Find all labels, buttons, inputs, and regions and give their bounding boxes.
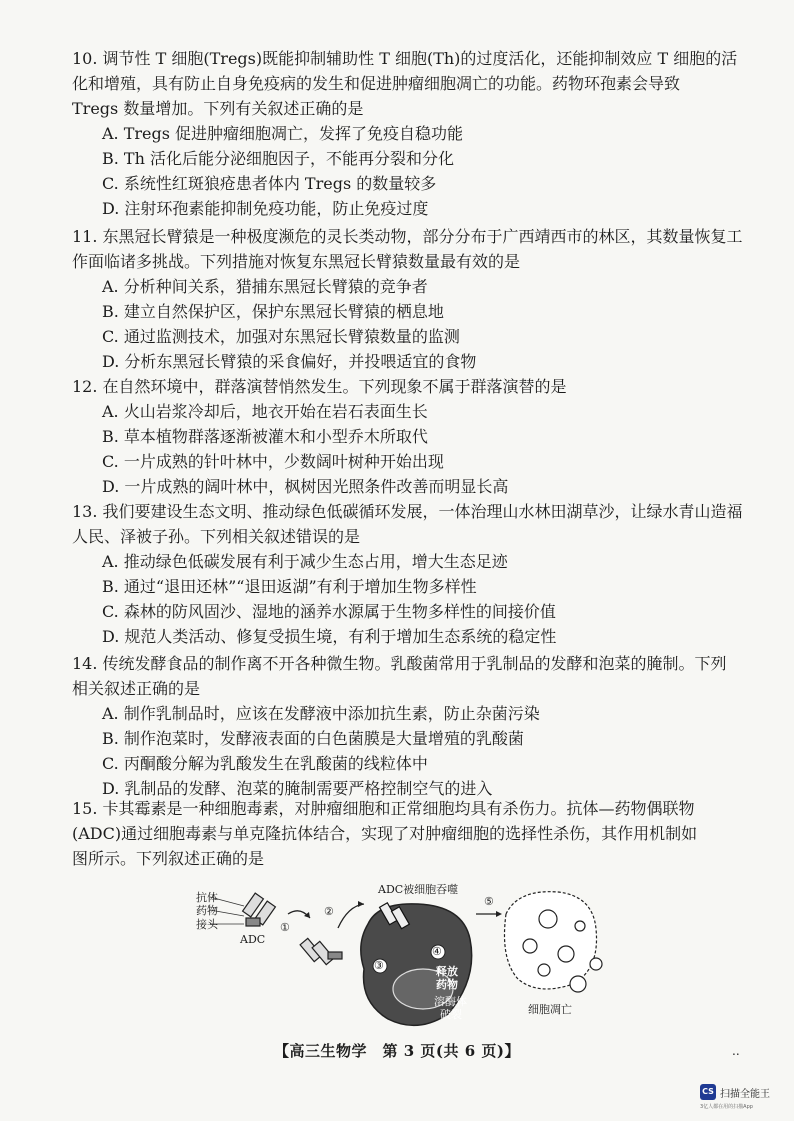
- question-stem: [72, 499, 750, 549]
- question-stem: [72, 651, 750, 701]
- label-release-2: 药物: [436, 978, 458, 991]
- question-stem: [72, 46, 750, 121]
- label-antibody: 抗体: [196, 891, 218, 904]
- stem-line: 13. 我们要建设生态文明、推动绿色低碳循环发展，一体治理山水林田湖草沙，让绿水青山造福: [72, 502, 743, 521]
- option-d: D. 乳制品的发酵、泡菜的腌制需要严格控制空气的进入: [102, 779, 493, 798]
- option-d: D. 一片成熟的阔叶林中，枫树因光照条件改善而明显长高: [102, 477, 509, 496]
- stem-line: 化和增殖，具有防止自身免疫病的发生和促进肿瘤细胞凋亡的功能。药物环孢素会导致: [72, 74, 681, 93]
- step-2-label: ②: [324, 905, 334, 918]
- stem-line: 图所示。下列叙述正确的是: [72, 849, 265, 868]
- stem-line: 12. 在自然环境中，群落演替悄然发生。下列现象不属于群落演替的是: [72, 377, 567, 396]
- stem-line: 11. 东黑冠长臂猿是一种极度濒危的灵长类动物，部分分布于广西靖西市的林区，其数量恢复工: [72, 227, 743, 246]
- option-b: B. 制作泡菜时，发酵液表面的白色菌膜是大量增殖的乳酸菌: [102, 729, 524, 748]
- option-a: A. 推动绿色低碳发展有利于减少生态占用，增大生态足迹: [102, 552, 508, 571]
- label-adc: ADC: [240, 933, 266, 946]
- arrow-2-icon: [338, 904, 364, 928]
- adc-molecule-icon: [243, 893, 276, 926]
- option-b: B. 草本植物群落逐渐被灌木和小型乔木所取代: [102, 427, 428, 446]
- option-d: D. 规范人类活动、修复受损生境，有利于增加生态系统的稳定性: [102, 627, 557, 646]
- question-12: [72, 374, 750, 499]
- apoptotic-cell-icon: [505, 892, 603, 992]
- option-a: A. 制作乳制品时，应该在发酵液中添加抗生素，防止杂菌污染: [102, 704, 540, 723]
- option-a: A. Tregs 促进肿瘤细胞凋亡，发挥了免疫自稳功能: [102, 124, 464, 143]
- question-stem: [72, 224, 750, 274]
- footer-dots: ..: [732, 1044, 740, 1058]
- option-c: C. 一片成熟的针叶林中，少数阔叶树种开始出现: [102, 452, 444, 471]
- page-footer: 【高三生物学 第 3 页(共 6 页)】: [274, 1042, 520, 1060]
- label-engulfed: ADC被细胞吞噬: [378, 883, 459, 896]
- option-a: A. 分析种间关系，猎捕东黑冠长臂猿的竞争者: [102, 277, 428, 296]
- question-14: [72, 651, 750, 801]
- stem-line: 相关叙述正确的是: [72, 679, 201, 698]
- stem-line: 15. 卡其霉素是一种细胞毒素，对肿瘤细胞和正常细胞均具有杀伤力。抗体—药物偶联物: [72, 799, 695, 818]
- adc-mechanism-figure: [188, 884, 618, 1034]
- option-d: D. 注射环孢素能抑制免疫功能，防止免疫过度: [102, 199, 429, 218]
- option-d: D. 分析东黑冠长臂猿的采食偏好，并投喂适宜的食物: [102, 352, 477, 371]
- option-b: B. Th 活化后能分泌细胞因子，不能再分裂和分化: [102, 149, 454, 168]
- option-a: A. 火山岩浆冷却后，地衣开始在岩石表面生长: [102, 402, 428, 421]
- label-rupture: 破裂: [440, 1008, 462, 1021]
- stem-line: 作面临诸多挑战。下列措施对恢复东黑冠长臂猿数量最有效的是: [72, 252, 521, 271]
- label-release: 释放: [436, 965, 458, 978]
- label-apoptosis: 细胞凋亡: [528, 1003, 572, 1016]
- question-13: [72, 499, 750, 649]
- option-c: C. 森林的防风固沙、湿地的涵养水源属于生物多样性的间接价值: [102, 602, 556, 621]
- option-c: C. 系统性红斑狼疮患者体内 Tregs 的数量较多: [102, 174, 437, 193]
- label-lysosome: 溶酶体: [434, 995, 467, 1008]
- stem-line: 人民、泽被子孙。下列相关叙述错误的是: [72, 527, 361, 546]
- question-15: [72, 796, 750, 871]
- option-c: C. 丙酮酸分解为乳酸发生在乳酸菌的线粒体中: [102, 754, 428, 773]
- adc-molecule-2-icon: [300, 938, 342, 964]
- stem-line: 14. 传统发酵食品的制作离不开各种微生物。乳酸菌常用于乳制品的发酵和泡菜的腌制。下列: [72, 654, 727, 673]
- label-drug: 药物: [196, 904, 218, 917]
- watermark-subtitle: 3亿人都在用的扫描App: [700, 1104, 753, 1110]
- stem-line: (ADC)通过细胞毒素与单克隆抗体结合，实现了对肿瘤细胞的选择性杀伤，其作用机制如: [72, 824, 698, 843]
- stem-line: 10. 调节性 T 细胞(Tregs)既能抑制辅助性 T 细胞(Th)的过度活化，还能抑制效应 T 细胞的活: [72, 49, 738, 68]
- step-1-label: ①: [280, 921, 290, 934]
- scanner-watermark: [700, 1084, 790, 1114]
- camscanner-logo-icon: CS: [700, 1084, 716, 1100]
- watermark-title: 扫描全能王: [720, 1089, 770, 1100]
- question-10: [72, 46, 750, 221]
- question-11: [72, 224, 750, 374]
- option-b: B. 建立自然保护区，保护东黑冠长臂猿的栖息地: [102, 302, 444, 321]
- question-stem: [72, 374, 750, 399]
- option-b: B. 通过“退田还林”“退田返湖”有利于增加生物多样性: [102, 577, 477, 596]
- stem-line: Tregs 数量增加。下列有关叙述正确的是: [72, 99, 364, 118]
- option-c: C. 通过监测技术，加强对东黑冠长臂猿数量的监测: [102, 327, 460, 346]
- label-linker: 接头: [196, 918, 218, 931]
- step-3-label: ③: [374, 959, 384, 972]
- step-4-label: ④: [432, 945, 442, 958]
- question-stem: [72, 796, 750, 871]
- step-5-label: ⑤: [484, 895, 494, 908]
